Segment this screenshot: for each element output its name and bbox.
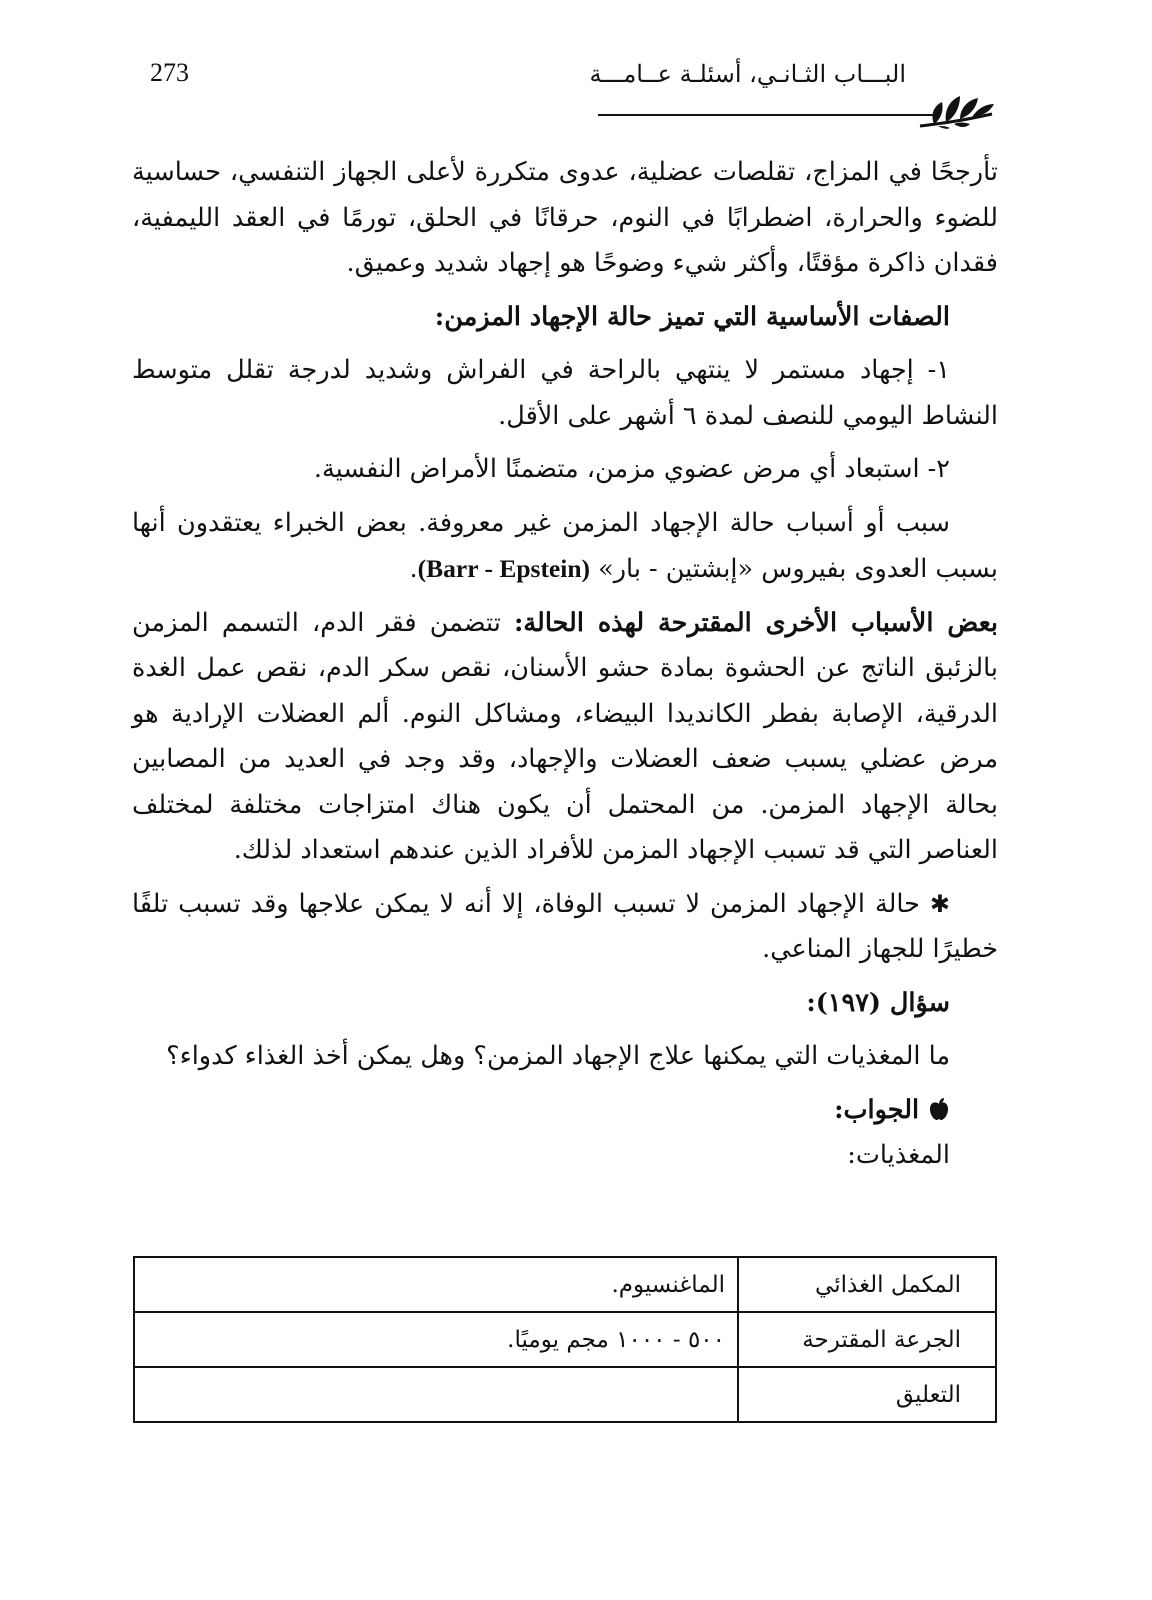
answer-heading (132, 1088, 998, 1134)
paragraph-note (132, 882, 998, 973)
paragraph-cause (132, 501, 998, 593)
cause-end: . (409, 554, 418, 584)
table-row (134, 1257, 996, 1312)
note-text: حالة الإجهاد المزمن لا تسبب الوفاة، إلا أنه لا يمكن علاجها وقد تسبب تلفًا خطيرًا للجهاز المناعي. (132, 888, 998, 964)
virus-latin-name: (Barr - Epstein) (417, 554, 591, 583)
page-number: 273 (150, 58, 189, 87)
table-cell-label: الجرعة المقترحة (738, 1312, 996, 1367)
section-heading-basic-features: الصفات الأساسية التي تميز حالة الإجهاد المزمن: (434, 301, 950, 332)
table-cell-value (134, 1367, 738, 1422)
nutrient-table (133, 1256, 997, 1423)
table-row (134, 1367, 996, 1422)
table-cell-label: التعليق (738, 1367, 996, 1422)
table-cell-value: ٥٠٠ - ١٠٠٠ مجم يوميًا. (134, 1312, 738, 1367)
header-rule (598, 114, 938, 116)
star-icon: ✱ (929, 889, 950, 918)
question-number: سؤال (١٩٧): (806, 987, 950, 1018)
table-cell-label: المكمل الغذائي (738, 1257, 996, 1312)
running-head-title: البـــاب الثـانـي، أسئلـة عــامـــة (589, 60, 906, 88)
list-item-2: ٢- استبعاد أي مرض عضوي مزمن، متضمنًا الأمراض النفسية. (313, 454, 950, 484)
apple-icon (928, 1097, 950, 1121)
paragraph-other-causes (132, 601, 998, 874)
other-causes-text: تتضمن فقر الدم، التسمم المزمن بالزئبق الناتج عن الحشوة بمادة حشو الأسنان، نقص سكر الدم، نقص عمل الغدة الدرقية، الإصابة بفطر الكانديدا البيضاء، ومشاكل النوم. ألم العضلات الإرادية هو مرض عضلي يسبب ضعف العضلات والإجهاد، وقد وجد في العديد من المصابين بحالة الإجهاد المزمن. من المحتمل أن يكون هناك امتزاجات مختلفة لمختلف العناصر التي قد تسبب الإجهاد المزمن للأفراد الذين عندهم استعداد لذلك. (132, 607, 998, 865)
body-text (132, 150, 998, 1179)
nutrients-label: المغذيات: (847, 1140, 950, 1170)
table-cell-value: الماغنسيوم. (134, 1257, 738, 1312)
leaf-ornament-icon (916, 88, 996, 132)
question-text: ما المغذيات التي يمكنها علاج الإجهاد المزمن؟ وهل يمكن أخذ الغذاء كدواء؟ (166, 1041, 950, 1071)
table-row (134, 1312, 996, 1367)
answer-label: الجواب: (834, 1094, 920, 1125)
cause-text: سبب أو أسباب حالة الإجهاد المزمن غير معروفة. بعض الخبراء يعتقدون أنها بسبب العدوى بفيروس «إبشتين - بار» (132, 507, 998, 584)
list-item-1: ١- إجهاد مستمر لا ينتهي بالراحة في الفراش وشديد لدرجة تقلل متوسط النشاط اليومي للنصف لمدة ٦ أشهر على الأقل. (132, 355, 998, 431)
paragraph-symptoms: تأرجحًا في المزاج، تقلصات عضلية، عدوى متكررة لأعلى الجهاز التنفسي، حساسية للضوء والحرارة، اضطرابًا في النوم، حرقانًا في الحلق، تورمًا في العقد الليمفية، فقدان ذاكرة مؤقتًا، وأكثر شيء وضوحًا هو إجهاد شديد وعميق. (132, 157, 998, 278)
other-causes-lead: بعض الأسباب الأخرى المقترحة لهذه الحالة: (513, 607, 998, 638)
